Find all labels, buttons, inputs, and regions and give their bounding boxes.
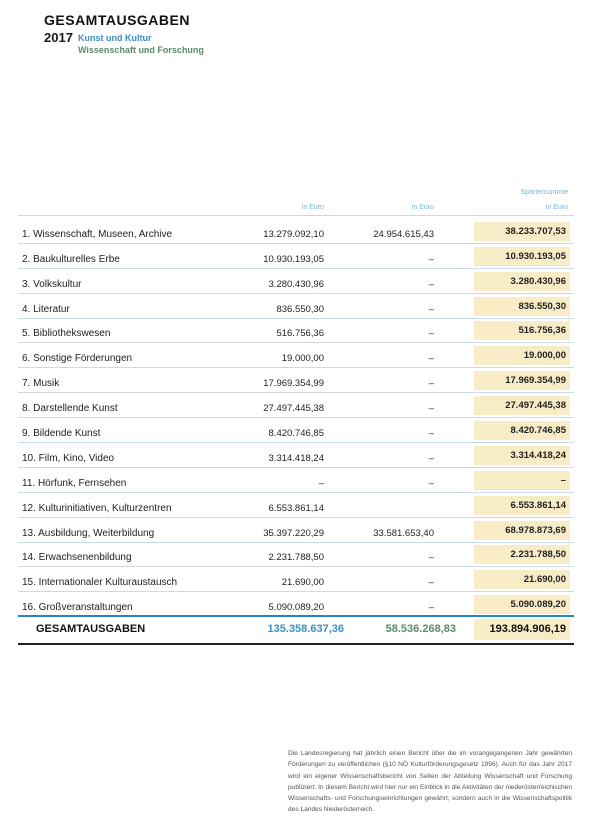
- year-label: 2017: [44, 30, 73, 45]
- row-wissenschaft-value: –: [428, 602, 434, 614]
- row-label: 14. Erwachsenenbildung: [22, 552, 132, 564]
- table-row: [18, 567, 574, 592]
- row-summe-cell: [474, 421, 570, 440]
- row-summe-cell: [474, 222, 570, 241]
- row-summe-value: 21.690,00: [523, 574, 566, 586]
- row-kultur-value: 17.969.354,99: [263, 378, 324, 390]
- row-kultur-value: 3.314.418,24: [268, 452, 324, 464]
- row-kultur-value: 6.553.861,14: [268, 502, 324, 514]
- row-kultur-value: 35.397.220,29: [263, 527, 324, 539]
- row-kultur-value: 2.231.788,50: [268, 552, 324, 564]
- row-summe-value: 17.969.354,99: [505, 375, 566, 387]
- table-row: [18, 493, 574, 518]
- row-label: 9. Bildende Kunst: [22, 428, 101, 440]
- row-wissenschaft-value: –: [428, 353, 434, 365]
- row-kultur-value: –: [318, 477, 324, 489]
- table-row: [18, 294, 574, 319]
- row-label: 4. Literatur: [22, 303, 70, 315]
- row-label: 16. Großveranstaltungen: [22, 602, 133, 614]
- row-kultur-value: 13.279.092,10: [263, 228, 324, 240]
- row-summe-cell: [474, 297, 570, 316]
- row-summe-cell: [474, 371, 570, 390]
- row-kultur-value: 19.000,00: [281, 353, 324, 365]
- row-summe-value: 68.978.873,69: [505, 524, 566, 536]
- row-label: 10. Film, Kino, Video: [22, 452, 115, 464]
- row-summe-value: 836.550,30: [518, 300, 566, 312]
- table-row: [18, 418, 574, 443]
- row-summe-value: 19.000,00: [523, 350, 566, 362]
- row-summe-value: –: [560, 474, 566, 486]
- row-wissenschaft-value: –: [428, 477, 434, 489]
- table-top-divider: [18, 215, 574, 216]
- row-wissenschaft-value: –: [428, 403, 434, 415]
- table-row: [18, 393, 574, 418]
- row-summe-value: 3.314.418,24: [510, 449, 566, 461]
- row-kultur-value: 8.420.746,85: [268, 428, 324, 440]
- row-kultur-value: 836.550,30: [276, 303, 324, 315]
- row-summe-value: 27.497.445,38: [505, 400, 566, 412]
- row-label: 1. Wissenschaft, Museen, Archive: [22, 228, 173, 240]
- row-wissenschaft-value: –: [428, 552, 434, 564]
- row-label: 6. Sonstige Förderungen: [22, 353, 133, 365]
- row-label: 12. Kulturinitiativen, Kulturzentren: [22, 502, 172, 514]
- row-summe-cell: [474, 396, 570, 415]
- row-label: 7. Musik: [22, 378, 60, 390]
- row-label: 5. Bibliothekswesen: [22, 328, 111, 340]
- total-summe-value: 193.894.906,19: [489, 623, 566, 635]
- row-wissenschaft-value: –: [428, 253, 434, 265]
- row-summe-value: 3.280.430,96: [510, 275, 566, 287]
- row-wissenschaft-value: –: [428, 452, 434, 464]
- table-row: [18, 244, 574, 269]
- table-row: [18, 468, 574, 493]
- row-summe-value: 2.231.788,50: [510, 549, 566, 561]
- row-summe-cell: [474, 247, 570, 266]
- table-row: [18, 219, 574, 244]
- row-summe-cell: [474, 346, 570, 365]
- row-label: 8. Darstellende Kunst: [22, 403, 118, 415]
- page-header: [44, 12, 204, 56]
- row-label: 15. Internationaler Kulturaustausch: [22, 577, 178, 589]
- row-summe-cell: [474, 545, 570, 564]
- column-header-wissenschaft: in Euro: [411, 204, 434, 211]
- row-wissenschaft-value: 33.581.653,40: [373, 527, 434, 539]
- subtitle-kunst-kultur: Kunst und Kultur: [78, 33, 152, 43]
- row-kultur-value: 516.756,36: [276, 328, 324, 340]
- row-wissenschaft-value: –: [428, 378, 434, 390]
- row-summe-cell: [474, 595, 570, 614]
- column-header-spartensumme: Spartensumme: [520, 189, 568, 196]
- row-summe-value: 5.090.089,20: [510, 599, 566, 611]
- row-kultur-value: 21.690,00: [281, 577, 324, 589]
- row-label: 2. Baukulturelles Erbe: [22, 253, 120, 265]
- row-summe-value: 38.233.707,53: [505, 225, 566, 237]
- row-summe-cell: [474, 570, 570, 589]
- row-summe-cell: [474, 272, 570, 291]
- row-wissenschaft-value: –: [428, 328, 434, 340]
- row-summe-value: 516.756,36: [518, 325, 566, 337]
- table-row: [18, 592, 574, 617]
- table-row: [18, 543, 574, 568]
- year-row: [44, 30, 204, 56]
- row-kultur-value: 5.090.089,20: [268, 602, 324, 614]
- table-row: [18, 319, 574, 344]
- table-row: [18, 368, 574, 393]
- total-wissenschaft: 58.536.268,83: [385, 623, 456, 635]
- row-summe-value: 6.553.861,14: [510, 499, 566, 511]
- table-row: [18, 443, 574, 468]
- row-label: 13. Ausbildung, Weiterbildung: [22, 527, 155, 539]
- table-row: [18, 518, 574, 543]
- row-summe-cell: [474, 446, 570, 465]
- row-label: 3. Volkskultur: [22, 278, 82, 290]
- row-summe-cell: [474, 496, 570, 515]
- row-kultur-value: 10.930.193,05: [263, 253, 324, 265]
- row-wissenschaft-value: –: [428, 303, 434, 315]
- subtitle-group: [78, 30, 204, 56]
- row-kultur-value: 27.497.445,38: [263, 403, 324, 415]
- row-summe-cell: [474, 521, 570, 540]
- total-kultur: 135.358.637,36: [267, 623, 344, 635]
- subtitle-wissenschaft: Wissenschaft und Forschung: [78, 45, 204, 55]
- row-wissenschaft-value: –: [428, 428, 434, 440]
- total-row: [18, 618, 574, 642]
- row-summe-value: 8.420.746,85: [510, 425, 566, 437]
- row-summe-value: 10.930.193,05: [505, 250, 566, 262]
- page-title: GESAMTAUSGABEN: [44, 12, 190, 28]
- total-bottom-divider: [18, 643, 574, 645]
- row-wissenschaft-value: –: [428, 577, 434, 589]
- expense-table: [18, 219, 574, 617]
- table-row: [18, 269, 574, 294]
- total-top-divider: [18, 615, 574, 617]
- column-header-summe-unit: in Euro: [545, 204, 568, 211]
- total-label: GESAMTAUSGABEN: [36, 623, 146, 635]
- row-wissenschaft-value: 24.954.615,43: [373, 228, 434, 240]
- row-wissenschaft-value: –: [428, 278, 434, 290]
- row-summe-cell: [474, 321, 570, 340]
- row-label: 11. Hörfunk, Fernsehen: [22, 477, 127, 489]
- total-summe: [474, 619, 570, 640]
- row-summe-cell: [474, 471, 570, 490]
- table-row: [18, 343, 574, 368]
- row-kultur-value: 3.280.430,96: [268, 278, 324, 290]
- footnote-text: Die Landesregierung hat jährlich einen Bericht über die im vorangegangenen Jahr gewährten Förderungen zu veröffentlichen (§10 NÖ Kulturförderungsgesetz 1996). Auch für das Jahr 2017 wird ein eigener Wissenschaftsbericht von Seiten der Abteilung Wissenschaft und Forschung publiziert. In diesem Bericht wird hier nur ein Einblick in die Aktivitäten der niederösterreichischen Wissenschafts- und Forschungseinrichtungen gewährt, sondern auch in die Wissenschaftspolitik des Landes Niederösterreich.: [288, 750, 572, 814]
- column-header-kultur: in Euro: [301, 204, 324, 211]
